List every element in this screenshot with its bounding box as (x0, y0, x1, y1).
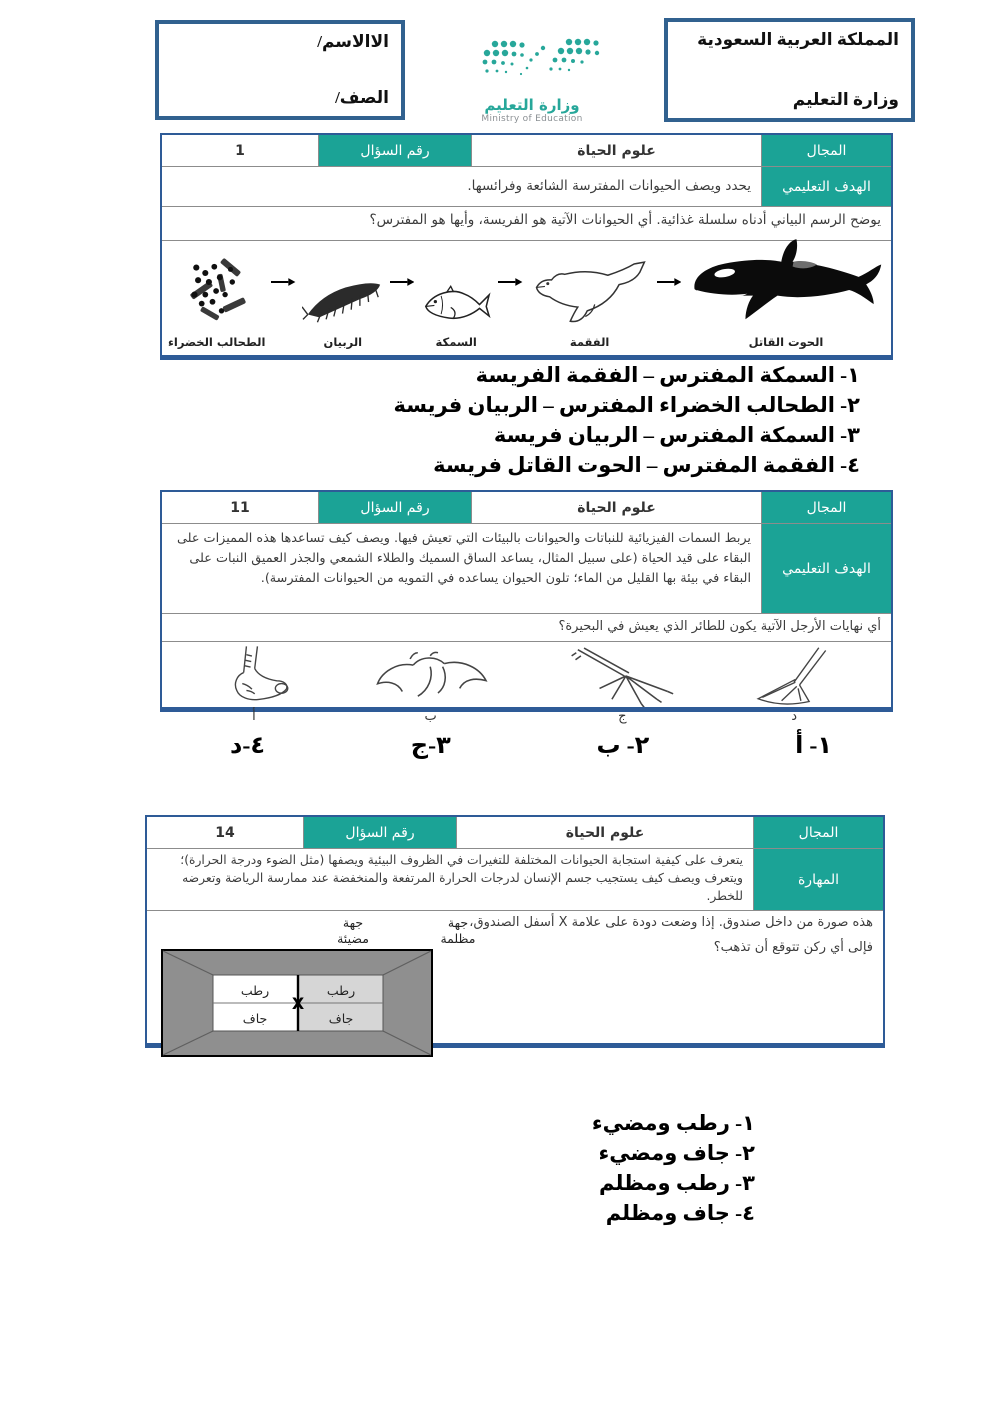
bird-foot-c-label: ج (618, 709, 627, 724)
q1-question-text: يوضح الرسم البياني أدناه سلسلة غذائية. أي الحيوانات الآتية هو الفريسة، وأيها هو المفترس؟ (162, 207, 891, 241)
food-chain-item-algae (168, 255, 265, 349)
quad-dark-dry-label: جاف (328, 1011, 354, 1026)
arrow-right-icon (498, 274, 522, 290)
q11-number-value: 11 (230, 499, 250, 516)
ministry-header-box (664, 18, 915, 122)
box-interior-diagram (161, 949, 433, 1057)
food-chain-item-seal (529, 261, 651, 349)
bird-foot-c (557, 645, 687, 724)
q11-option-1: ١- أ (795, 733, 832, 759)
food-chain-label-seal: الفقمة (569, 335, 610, 349)
q14-option-3: ٣- رطب ومظلم (599, 1171, 755, 1195)
q1-option-2: ٢- الطحالب الخضراء المفترس – الربيان فريسة (393, 393, 860, 417)
food-chain-label-shrimp: الربيان (323, 335, 363, 349)
q14-skill-text: يتعرف على كيفية استجابة الحيوانات المختلفة للتغيرات في الظروف البيئية ويصفها (مثل الضوء ودرجة الحرارة)؛ ويتعرف ويصف كيف يستجيب جسم الإنسان لدرجات الحرارة المرتفعة والمنخفضة عند ممارسة الرياضة وتعرضه للخطر. (180, 853, 743, 903)
q11-option-4: ٤-د (230, 733, 265, 759)
q14-question-area (147, 911, 883, 1060)
bird-foot-b-label: ب (424, 709, 437, 724)
class-field-label: الصف/ (335, 88, 389, 107)
q1-option-3: ٣- السمكة المفترس – الربيان فريسة (493, 423, 860, 447)
dark-side-label: جهة مظلمة (440, 915, 476, 946)
q11-options (230, 726, 832, 766)
q11-option-3: ٣-ج (410, 733, 451, 759)
quad-lit-dry-label: جاف (242, 1011, 268, 1026)
green-algae-icon (184, 255, 250, 327)
q1-objective-text: يحدد ويصف الحيوانات المفترسة الشائعة وفرائسها. (467, 177, 751, 194)
q14-options (592, 1108, 755, 1228)
bird-foot-b (356, 645, 506, 724)
q1-options (393, 360, 860, 480)
ministry-logo (452, 38, 612, 124)
q14-question-line2: فإلى أي ركن تتوقع أن تذهب؟ (713, 940, 873, 955)
q1-objective-row (162, 167, 891, 207)
q1-number-label: رقم السؤال (318, 135, 471, 166)
student-info-box (155, 20, 405, 120)
bird-foot-d (739, 645, 849, 724)
q1-option-4: ٤- الفقمة المفترس – الحوت القاتل فريسة (433, 453, 860, 477)
food-chain-label-fish: السمكة (435, 335, 477, 349)
talon-foot-icon (356, 645, 506, 707)
arrow-right-icon (271, 274, 295, 290)
q14-number-label: رقم السؤال (303, 817, 456, 848)
ministry-logo-dots-icon (457, 38, 607, 90)
x-mark: X (291, 994, 305, 1013)
q1-meta-row (162, 135, 891, 167)
q1-domain-value: علوم الحياة (471, 135, 761, 166)
bird-foot-a-label: أ (252, 709, 256, 724)
killer-whale-icon (687, 237, 885, 327)
q14-skill-label: المهارة (753, 849, 883, 910)
stout-foot-icon (204, 645, 304, 707)
q14-domain-value: علوم الحياة (456, 817, 753, 848)
seal-icon (529, 261, 651, 327)
question-1-table (160, 133, 893, 360)
lit-side-label: جهة مضيئة (337, 915, 369, 946)
quad-dark-wet-label: رطب (326, 983, 356, 998)
fish-icon (420, 283, 492, 327)
q14-meta-row (147, 817, 883, 849)
q1-domain-label: المجال (761, 135, 891, 166)
shrimp-icon (302, 277, 384, 327)
name-field-label: الاالاسم/ (317, 32, 389, 51)
question-11-table (160, 490, 893, 724)
food-chain-figure (162, 241, 891, 353)
food-chain-item-shrimp (302, 277, 384, 349)
q11-question-text: أي نهايات الأرجل الآتية يكون للطائر الذي يعيش في البحيرة؟ (162, 614, 891, 642)
food-chain-label-algae: الطحالب الخضراء (168, 335, 266, 349)
country-name: المملكة العربية السعودية (697, 30, 899, 49)
q1-option-1: ١- السمكة المفترس – الفقمة الفريسة (475, 363, 860, 387)
q1-number-value: 1 (235, 142, 245, 159)
arrow-right-icon (657, 274, 681, 290)
food-chain-item-orca (687, 237, 885, 349)
q11-domain-value: علوم الحياة (471, 492, 761, 523)
q11-objective-label: الهدف التعليمي (761, 524, 891, 613)
question-14-table (145, 815, 885, 1048)
q1-objective-label: الهدف التعليمي (761, 167, 891, 206)
bird-feet-figure (162, 642, 891, 726)
q14-skill-row (147, 849, 883, 911)
ministry-logo-english-text: Ministry of Education (481, 114, 583, 124)
q11-objective-text: يربط السمات الفيزيائية للنباتات والحيوانات بالبيئات التي تعيش فيها. ويصف كيف تساعدها هذه المميزات على البقاء على قيد الحياة (على سبيل المثال، يساعد الساق السميك والطلاء الشمعي والجذر العميق النبات على البقاء في بيئة بها القليل من الماء؛ تلون الحيوان يساعده في التمويه من الحيوانات المفترسة). (176, 531, 751, 586)
q14-question-line1: هذه صورة من داخل صندوق. إذا وضعت دودة على علامة X أسفل الصندوق، (469, 915, 873, 930)
q14-number-value: 14 (215, 824, 235, 841)
ministry-logo-arabic-text: وزارة التعليم (484, 96, 580, 114)
bird-foot-d-label: د (791, 709, 798, 724)
food-chain-item-fish (420, 283, 492, 349)
q14-domain-label: المجال (753, 817, 883, 848)
q11-number-label: رقم السؤال (318, 492, 471, 523)
q14-option-1: ١- رطب ومضيء (591, 1111, 755, 1135)
q11-option-2: ٢- ب (596, 733, 650, 759)
q14-option-2: ٢- جاف ومضيء (598, 1141, 755, 1165)
wading-foot-icon (557, 645, 687, 707)
q11-objective-row (162, 524, 891, 614)
quad-lit-wet-label: رطب (240, 983, 270, 998)
webbed-foot-icon (739, 645, 849, 707)
arrow-right-icon (390, 274, 414, 290)
q14-option-4: ٤- جاف ومظلم (605, 1201, 755, 1225)
q11-domain-label: المجال (761, 492, 891, 523)
ministry-name: وزارة التعليم (792, 90, 899, 109)
q11-meta-row (162, 492, 891, 524)
bird-foot-a (204, 645, 304, 724)
food-chain-label-orca: الحوت القاتل (748, 335, 824, 349)
